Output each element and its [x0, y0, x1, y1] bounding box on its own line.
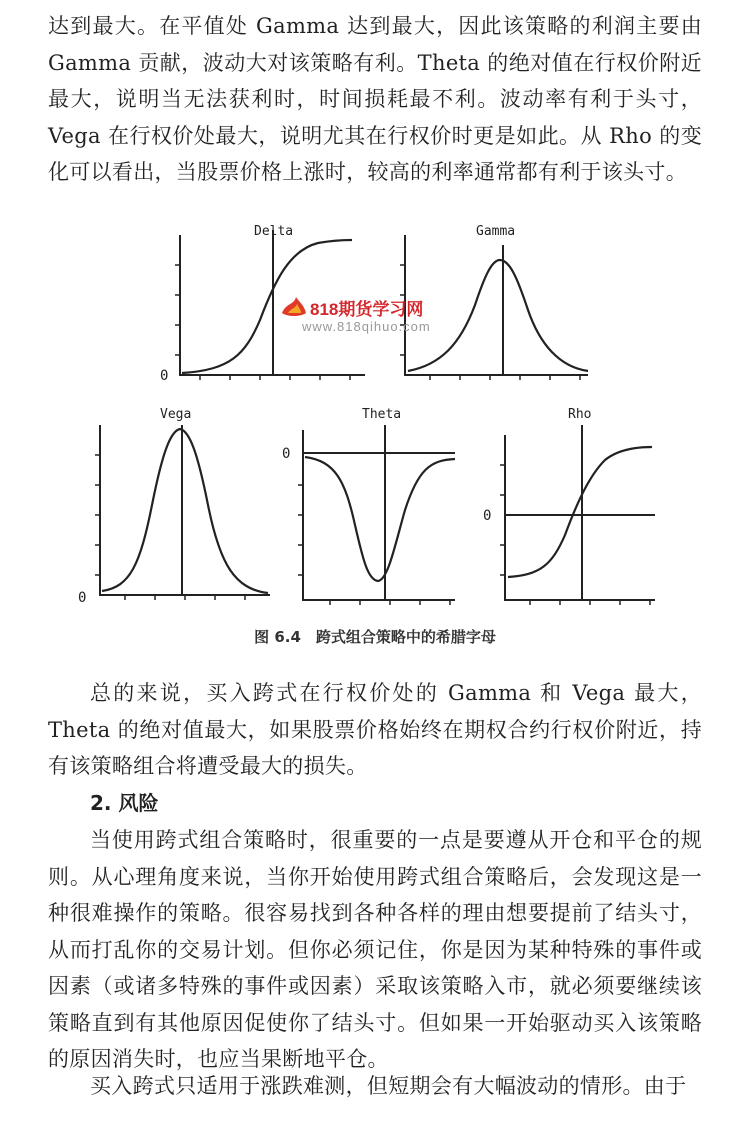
chart-rho [483, 407, 655, 605]
chart-title-gamma: Gamma [476, 224, 516, 239]
origin-label-delta: 0 [160, 368, 169, 384]
curve-theta [305, 457, 455, 581]
chart-title-vega: Vega [160, 407, 192, 422]
chart-vega [78, 407, 270, 606]
origin-label-vega: 0 [78, 590, 87, 606]
figure-caption: 图 6.4 跨式组合策略中的希腊字母 [254, 628, 496, 646]
curve-gamma [408, 260, 588, 371]
section-heading: 2. 风险 [90, 791, 159, 815]
origin-label-rho: 0 [483, 508, 492, 524]
paragraph-3: 当使用跨式组合策略时，很重要的一点是要遵从开仓和平仓的规则。从心理角度来说，当你开始使用跨式组合策略后，会发现这是一种很难操作的策略。很容易找到各种各样的理由想要提前了结头寸，从而打乱你的交易计划。但你必须记住，你是因为某种特殊的事件或因素（或诸多特殊的事件或因素）采取该策略入市，就必须要继续该策略直到有其他原因促使你了结头寸。但如果一开始驱动买入该策略的原因消失时，也应当果断地平仓。 [48, 828, 702, 1071]
flame-logo-icon [280, 295, 308, 319]
watermark-brand: 818期货学习网 [310, 300, 424, 319]
paragraph-2: 总的来说，买入跨式在行权价处的 Gamma 和 Vega 最大，Theta 的绝对值最大，如果股票价格始终在期权合约行权价附近，持有该策略组合将遭受最大的损失。 [48, 681, 702, 778]
greeks-figure [0, 205, 750, 625]
chart-title-delta: Delta [254, 224, 294, 239]
chart-title-theta: Theta [362, 407, 402, 422]
curve-rho [508, 447, 652, 577]
watermark-url: www.818qihuo.com [302, 319, 431, 334]
origin-label-theta: 0 [282, 446, 291, 462]
curve-vega [102, 429, 268, 593]
paragraph-1: 达到最大。在平值处 Gamma 达到最大，因此该策略的利润主要由 Gamma 贡献，波动大对该策略有利。Theta 的绝对值在行权价附近最大，说明当无法获利时，时间损耗最不利。波动率有利于头寸，Vega 在行权价处最大，说明尤其在行权价时更是如此。从 Rho 的变化可以看出，当股票价格上涨时，较高的利率通常都有利于该头寸。 [48, 14, 702, 184]
chart-gamma [400, 224, 588, 380]
chart-title-rho: Rho [568, 407, 592, 422]
paragraph-4: 买入跨式只适用于涨跌难测，但短期会有大幅波动的情形。由于 [90, 1074, 687, 1098]
chart-theta [282, 407, 455, 605]
